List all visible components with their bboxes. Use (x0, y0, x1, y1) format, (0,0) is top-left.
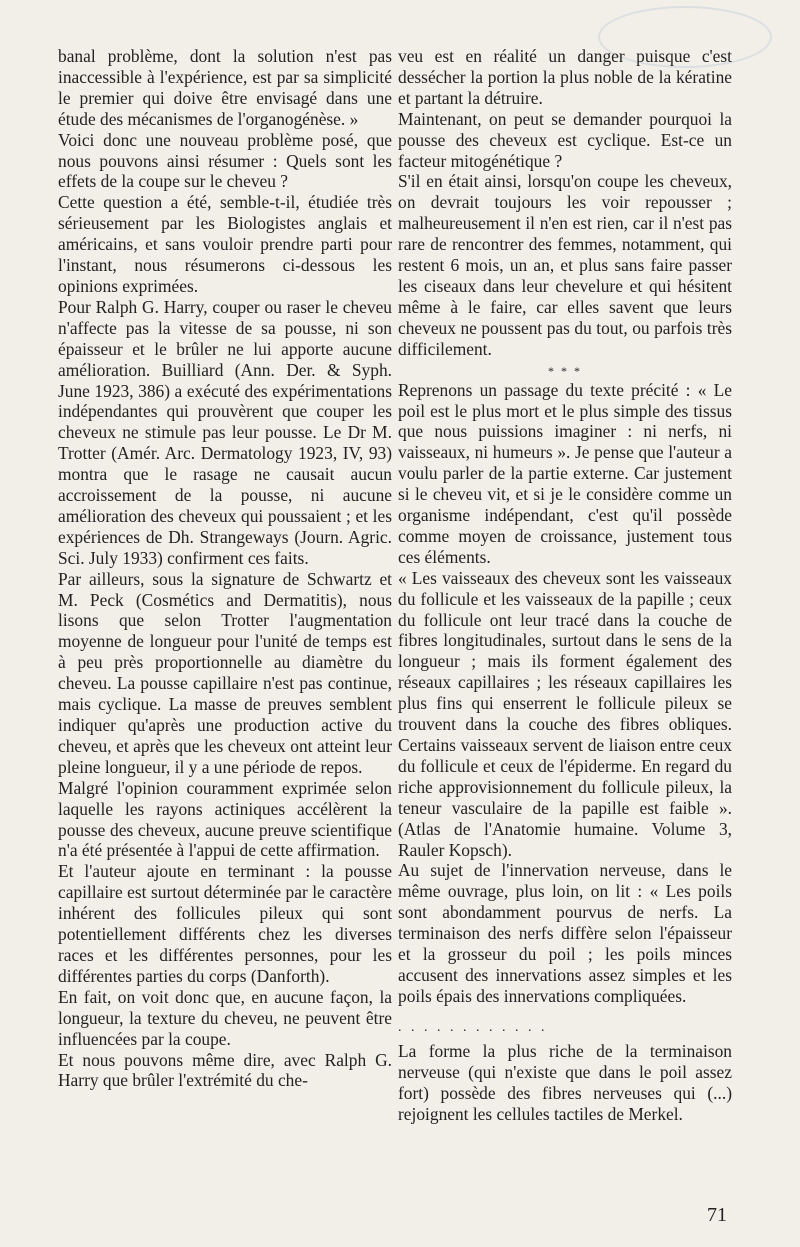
paragraph: La forme la plus riche de la terminaison nerveuse (qui n'existe que dans le poil assez fort) possède des fibres nerveuses qui (...) rejoignent les cellules tactiles de Merkel. (398, 1040, 732, 1124)
paragraph: Et nous pouvons même dire, avec Ralph G. Harry que brûler l'extrémité du che- (58, 1049, 392, 1091)
paragraph: En fait, on voit donc que, en aucune façon, la longueur, la texture du cheveu, ne peuvent être influencées par la coupe. (58, 986, 392, 1049)
page-number: 71 (707, 1204, 727, 1226)
paragraph: « Les vaisseaux des cheveux sont les vaisseaux du follicule et les vaisseaux de la papille ; ceux du follicule ont leur tracé dans la couche de fibres longitudinales, surtout dans le sens de la longueur ; mais ils forment également des réseaux capillaires ; les réseaux capillaires les plus fins qui enserrent le follicule pileux se trouvent dans la couche des fibres obliques. Certains vaisseaux servent de liaison entre ceux du follicule et ceux de l'épiderme. En regard du riche approvisionnement du follicule pileux, la teneur vasculaire de la papille est faible ». (Atlas de l'Anatomie humaine. Volume 3, Rauler Kopsch). (398, 567, 732, 860)
paragraph: Malgré l'opinion couramment exprimée selon laquelle les rayons actiniques accélèrent la pousse des cheveux, aucune preuve scientifique n'a été présentée à l'appui de cette affirmation. (58, 777, 392, 861)
left-column (58, 46, 392, 1091)
paragraph: Au sujet de l'innervation nerveuse, dans le même ouvrage, plus loin, on lit : « Les poils sont abondamment pourvus de nerfs. La terminaison des nerfs diffère selon l'épaisseur et la grosseur du poil ; les poils minces accusent des innervations assez simples et les poils épais des innervations compliquées. (398, 860, 732, 1006)
paragraph: Par ailleurs, sous la signature de Schwartz et M. Peck (Cosmétics and Dermatitis), nous lisons que selon Trotter l'augmentation moyenne de longueur pour l'unité de temps est à peu près proportionnelle au diamètre du cheveu. La pousse capillaire n'est pas continue, mais cyclique. La masse de preuves semblent indiquer qu'après une production active du cheveu, et après que les cheveux ont atteint leur pleine longueur, il y a une période de repos. (58, 568, 392, 777)
paragraph: Reprenons un passage du texte précité : « Le poil est le plus mort et le plus simple des tissus que nous puissions imaginer : ni nerfs, ni vaisseaux, ni humeurs ». Je pense que l'auteur a voulu parler de la partie externe. Car justement si le cheveu vit, et si je le considère comme un organisme indépendant, c'est qu'il possède comme moyen de croissance, justement tous ces éléments. (398, 379, 732, 567)
paragraph: S'il en était ainsi, lorsqu'on coupe les cheveux, on devrait toujours les voir repousser ; malheureusement il n'en est rien, car il n'est pas rare de rencontrer des femmes, notamment, qui restent 6 mois, un an, et plus sans faire passer les ciseaux dans leur chevelure et qui hésitent même à le faire, car elles savent que leurs cheveux ne poussent pas du tout, ou parfois très difficilement. (398, 171, 732, 359)
paragraph: Et l'auteur ajoute en terminant : la pousse capillaire est surtout déterminée par le caractère inhérent des follicules pileux qui sont potentiellement différents chez les diverses races et les différentes personnes, pour les différentes parties du corps (Danforth). (58, 861, 392, 986)
paragraph: banal problème, dont la solution n'est pas inaccessible à l'expérience, est par sa simplicité le premier qui doive être envisagé dans une étude des mécanismes de l'organogénèse. » (58, 46, 392, 129)
ellipsis-dots: . . . . . . . . . . . . (398, 1019, 548, 1035)
paragraph: Maintenant, on peut se demander pourquoi la pousse des cheveux est cyclique. Est-ce un facteur mitogénétique ? (398, 108, 732, 171)
paragraph: Cette question a été, semble-t-il, étudiée très sérieusement par les Biologistes anglais et américains, et sans vouloir prendre parti pour l'instant, nous résumerons ci-dessous les opinions exprimées. (58, 192, 392, 296)
paragraph: Voici donc une nouveau problème posé, que nous pouvons ainsi résumer : Quels sont les effets de la coupe sur le cheveu ? (58, 129, 392, 192)
paragraph: Pour Ralph G. Harry, couper ou raser le cheveu n'affecte pas la vitesse de sa pousse, ni son épaisseur et le brûler ne lui apporte aucune amélioration. Builliard (Ann. Der. & Syph. June 1923, 386) a exécuté des expérimentations indépendantes qui prouvèrent que couper les cheveux ne stimule pas leur pousse. Le Dr M. Trotter (Amér. Arc. Dermatology 1923, IV, 93) montra que le rasage ne causait aucun accroissement de la pousse, ni aucune amélioration des cheveux qui poussaient ; et les expériences de Dh. Strangeways (Journ. Agric. Sci. July 1933) confirment ces faits. (58, 296, 392, 568)
paragraph: veu est en réalité un danger puisque c'est dessécher la portion la plus noble de la kératine et partant la détruire. (398, 46, 732, 108)
section-separator: * * * (548, 363, 582, 378)
right-column (398, 46, 732, 1124)
